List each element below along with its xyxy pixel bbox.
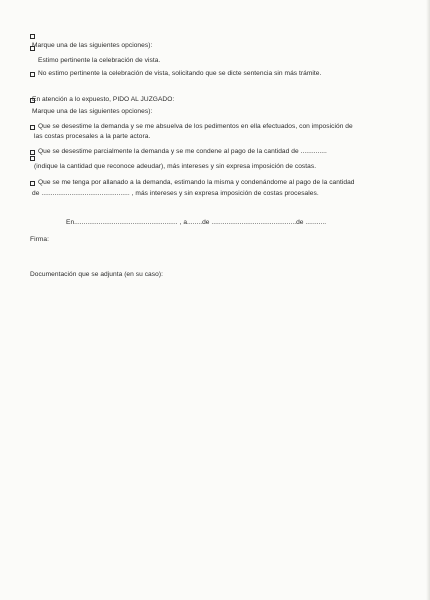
option-c-line2: de ............................................... , más intereses y sin expresa imposición de costas procesales.	[32, 190, 319, 197]
option-a-line1: Que se desestime la demanda y se me absuelva de los pedimentos en ella efectuados, con imposición de	[38, 123, 353, 130]
page-edge-shadow	[426, 0, 430, 600]
section1-intro: Marque una de las siguientes opciones):	[32, 42, 153, 49]
option-a-line2: las costas procesales a la parte actora.	[34, 133, 151, 140]
checkbox-desestime[interactable]	[30, 125, 35, 130]
checkbox-parcial-extra[interactable]	[30, 156, 35, 161]
section2-intro: En atención a lo expuesto, PIDO AL JUZGADO:	[32, 96, 175, 103]
checkbox-parcial[interactable]	[30, 150, 35, 155]
section1-option-a-label: Estimo pertinente la celebración de vista.	[38, 57, 161, 64]
option-b-line1: Que se desestime parcialmente la demanda y se me condene al pago de la cantidad de ..............	[38, 148, 327, 155]
checkbox-allanado[interactable]	[30, 181, 35, 186]
option-b-line2: (indique la cantidad que reconoce adeudar), más intereses y sin expresa imposición de costas.	[34, 163, 317, 170]
checkbox-no-vista[interactable]	[30, 72, 35, 77]
section1-option-b-label: No estimo pertinente la celebración de vista, solicitando que se dicte sentencia sin más trámite.	[38, 70, 322, 77]
checkbox-top[interactable]	[30, 34, 35, 39]
firma-label: Firma:	[30, 236, 49, 243]
option-c-line1: Que se me tenga por allanado a la demanda, estimando la misma y condenándome al pago de la cantidad	[38, 179, 355, 186]
section2-instruction: Marque una de las siguientes opciones):	[32, 108, 153, 115]
place-date-line: En....................................................... , a........de .............................................de ...........	[66, 219, 327, 226]
documentation-label: Documentación que se adjunta (en su caso):	[30, 271, 163, 278]
